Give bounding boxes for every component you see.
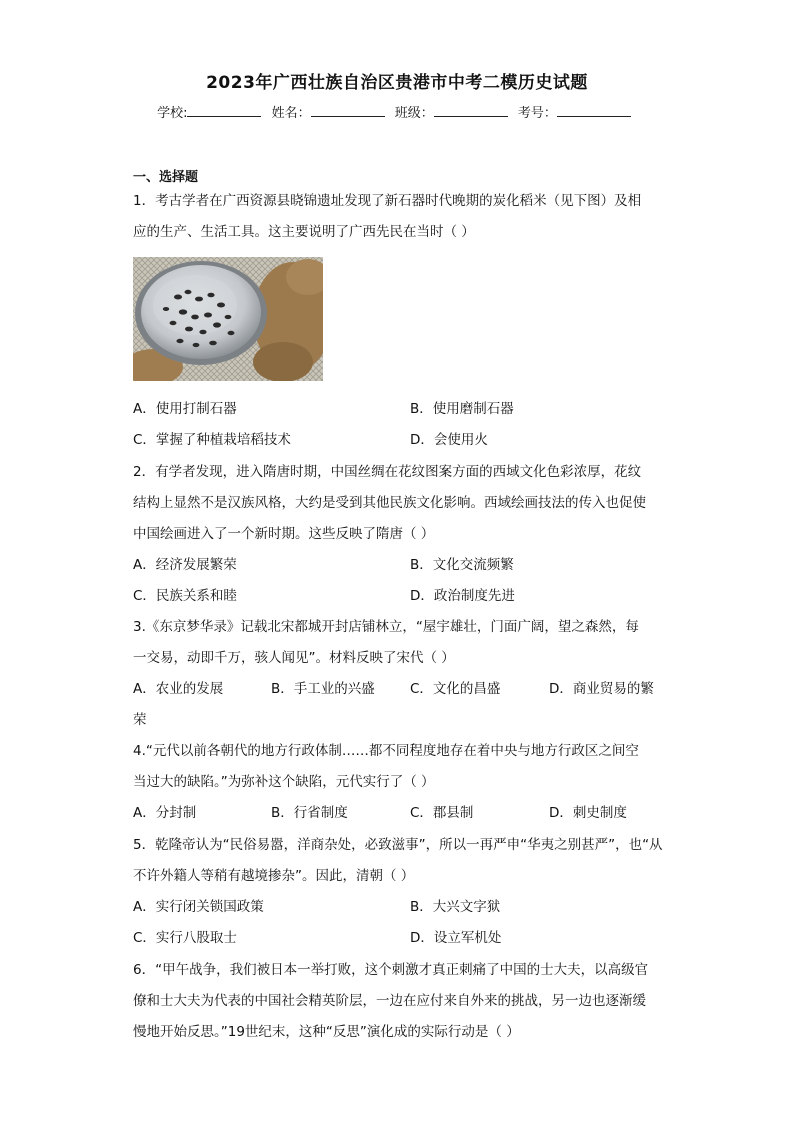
q4-line-2: 当过大的缺陷。”为弥补这个缺陷，元代实行了（ ） <box>133 774 435 790</box>
q1-option-c[interactable]: C．掌握了种植栽培稻技术 <box>133 432 291 448</box>
q6-line-2: 僚和士大夫为代表的中国社会精英阶层，一边在应付来自外来的挑战，另一边也逐渐缓 <box>133 993 646 1009</box>
class-label: 班级： <box>394 106 434 121</box>
q4-option-c[interactable]: C．郡县制 <box>410 805 474 821</box>
q3-option-d-wrap: 荣 <box>133 712 147 728</box>
q2-option-b[interactable]: B．文化交流频繁 <box>410 557 514 573</box>
rice-photo-illustration <box>133 257 323 381</box>
q5-option-d[interactable]: D．设立军机处 <box>410 930 502 946</box>
school-label: 学校: <box>157 106 188 121</box>
class-blank[interactable] <box>434 104 508 117</box>
q3-option-a[interactable]: A．农业的发展 <box>133 681 224 697</box>
q6-line-3: 慢地开始反思。”19世纪末，这种“反思”演化成的实际行动是（ ） <box>133 1024 520 1040</box>
q2-option-c[interactable]: C．民族关系和睦 <box>133 588 237 604</box>
carbonized-rice-photo <box>133 257 323 381</box>
q3-line-2: 一交易，动即千万，骇人闻见”。材料反映了宋代（ ） <box>133 650 455 666</box>
number-blank[interactable] <box>557 104 631 117</box>
q6-line-1: 6．“甲午战争，我们被日本一举打败，这个刺激才真正刺痛了中国的士大夫，以高级官 <box>133 962 649 978</box>
exam-title: 2023年广西壮族自治区贵港市中考二模历史试题 <box>206 73 588 93</box>
q5-line-1: 5．乾隆帝认为“民俗易嚣，洋商杂处，必致滋事”，所以一再严申“华夷之别甚严”，也“从 <box>133 837 663 853</box>
q1-line-2: 应的生产、生活工具。这主要说明了广西先民在当时（ ） <box>133 224 475 240</box>
q4-option-d[interactable]: D．刺史制度 <box>549 805 627 821</box>
q5-option-b[interactable]: B．大兴文字狱 <box>410 899 501 915</box>
number-label: 考号： <box>517 106 557 121</box>
q5-option-a[interactable]: A．实行闭关锁国政策 <box>133 899 264 915</box>
q4-option-a[interactable]: A．分封制 <box>133 805 197 821</box>
q2-line-3: 中国绘画进入了一个新时期。这些反映了隋唐（ ） <box>133 526 435 542</box>
school-blank[interactable] <box>187 104 261 117</box>
q3-option-b[interactable]: B．手工业的兴盛 <box>271 681 375 697</box>
q1-line-1: 1．考古学者在广西资源县晓锦遗址发现了新石器时代晚期的炭化稻米（见下图）及相 <box>133 193 642 209</box>
q4-option-b[interactable]: B．行省制度 <box>271 805 348 821</box>
section-heading: 一、选择题 <box>133 170 199 185</box>
q2-option-a[interactable]: A．经济发展繁荣 <box>133 557 237 573</box>
q2-line-2: 结构上显然不是汉族风格，大约是受到其他民族文化影响。西域绘画技法的传入也促使 <box>133 495 646 511</box>
q4-line-1: 4.“元代以前各朝代的地方行政体制……都不同程度地存在着中央与地方行政区之间空 <box>133 743 639 759</box>
name-label: 姓名： <box>271 106 311 121</box>
q5-line-2: 不许外籍人等稍有越境掺杂”。因此，清朝（ ） <box>133 868 415 884</box>
student-info-row <box>0 102 794 121</box>
q2-option-d[interactable]: D．政治制度先进 <box>410 588 515 604</box>
q5-option-c[interactable]: C．实行八股取士 <box>133 930 237 946</box>
q1-option-a[interactable]: A．使用打制石器 <box>133 401 237 417</box>
q1-option-b[interactable]: B．使用磨制石器 <box>410 401 514 417</box>
q3-option-c[interactable]: C．文化的昌盛 <box>410 681 501 697</box>
q2-line-1: 2．有学者发现，进入隋唐时期，中国丝绸在花纹图案方面的西域文化色彩浓厚，花纹 <box>133 464 642 480</box>
q3-line-1: 3.《东京梦华录》记载北宋都城开封店铺林立，“屋宇雄壮，门面广阔，望之森然，每 <box>133 619 639 635</box>
q3-option-d[interactable]: D．商业贸易的繁 <box>549 681 654 697</box>
name-blank[interactable] <box>311 104 385 117</box>
q1-option-d[interactable]: D．会使用火 <box>410 432 488 448</box>
